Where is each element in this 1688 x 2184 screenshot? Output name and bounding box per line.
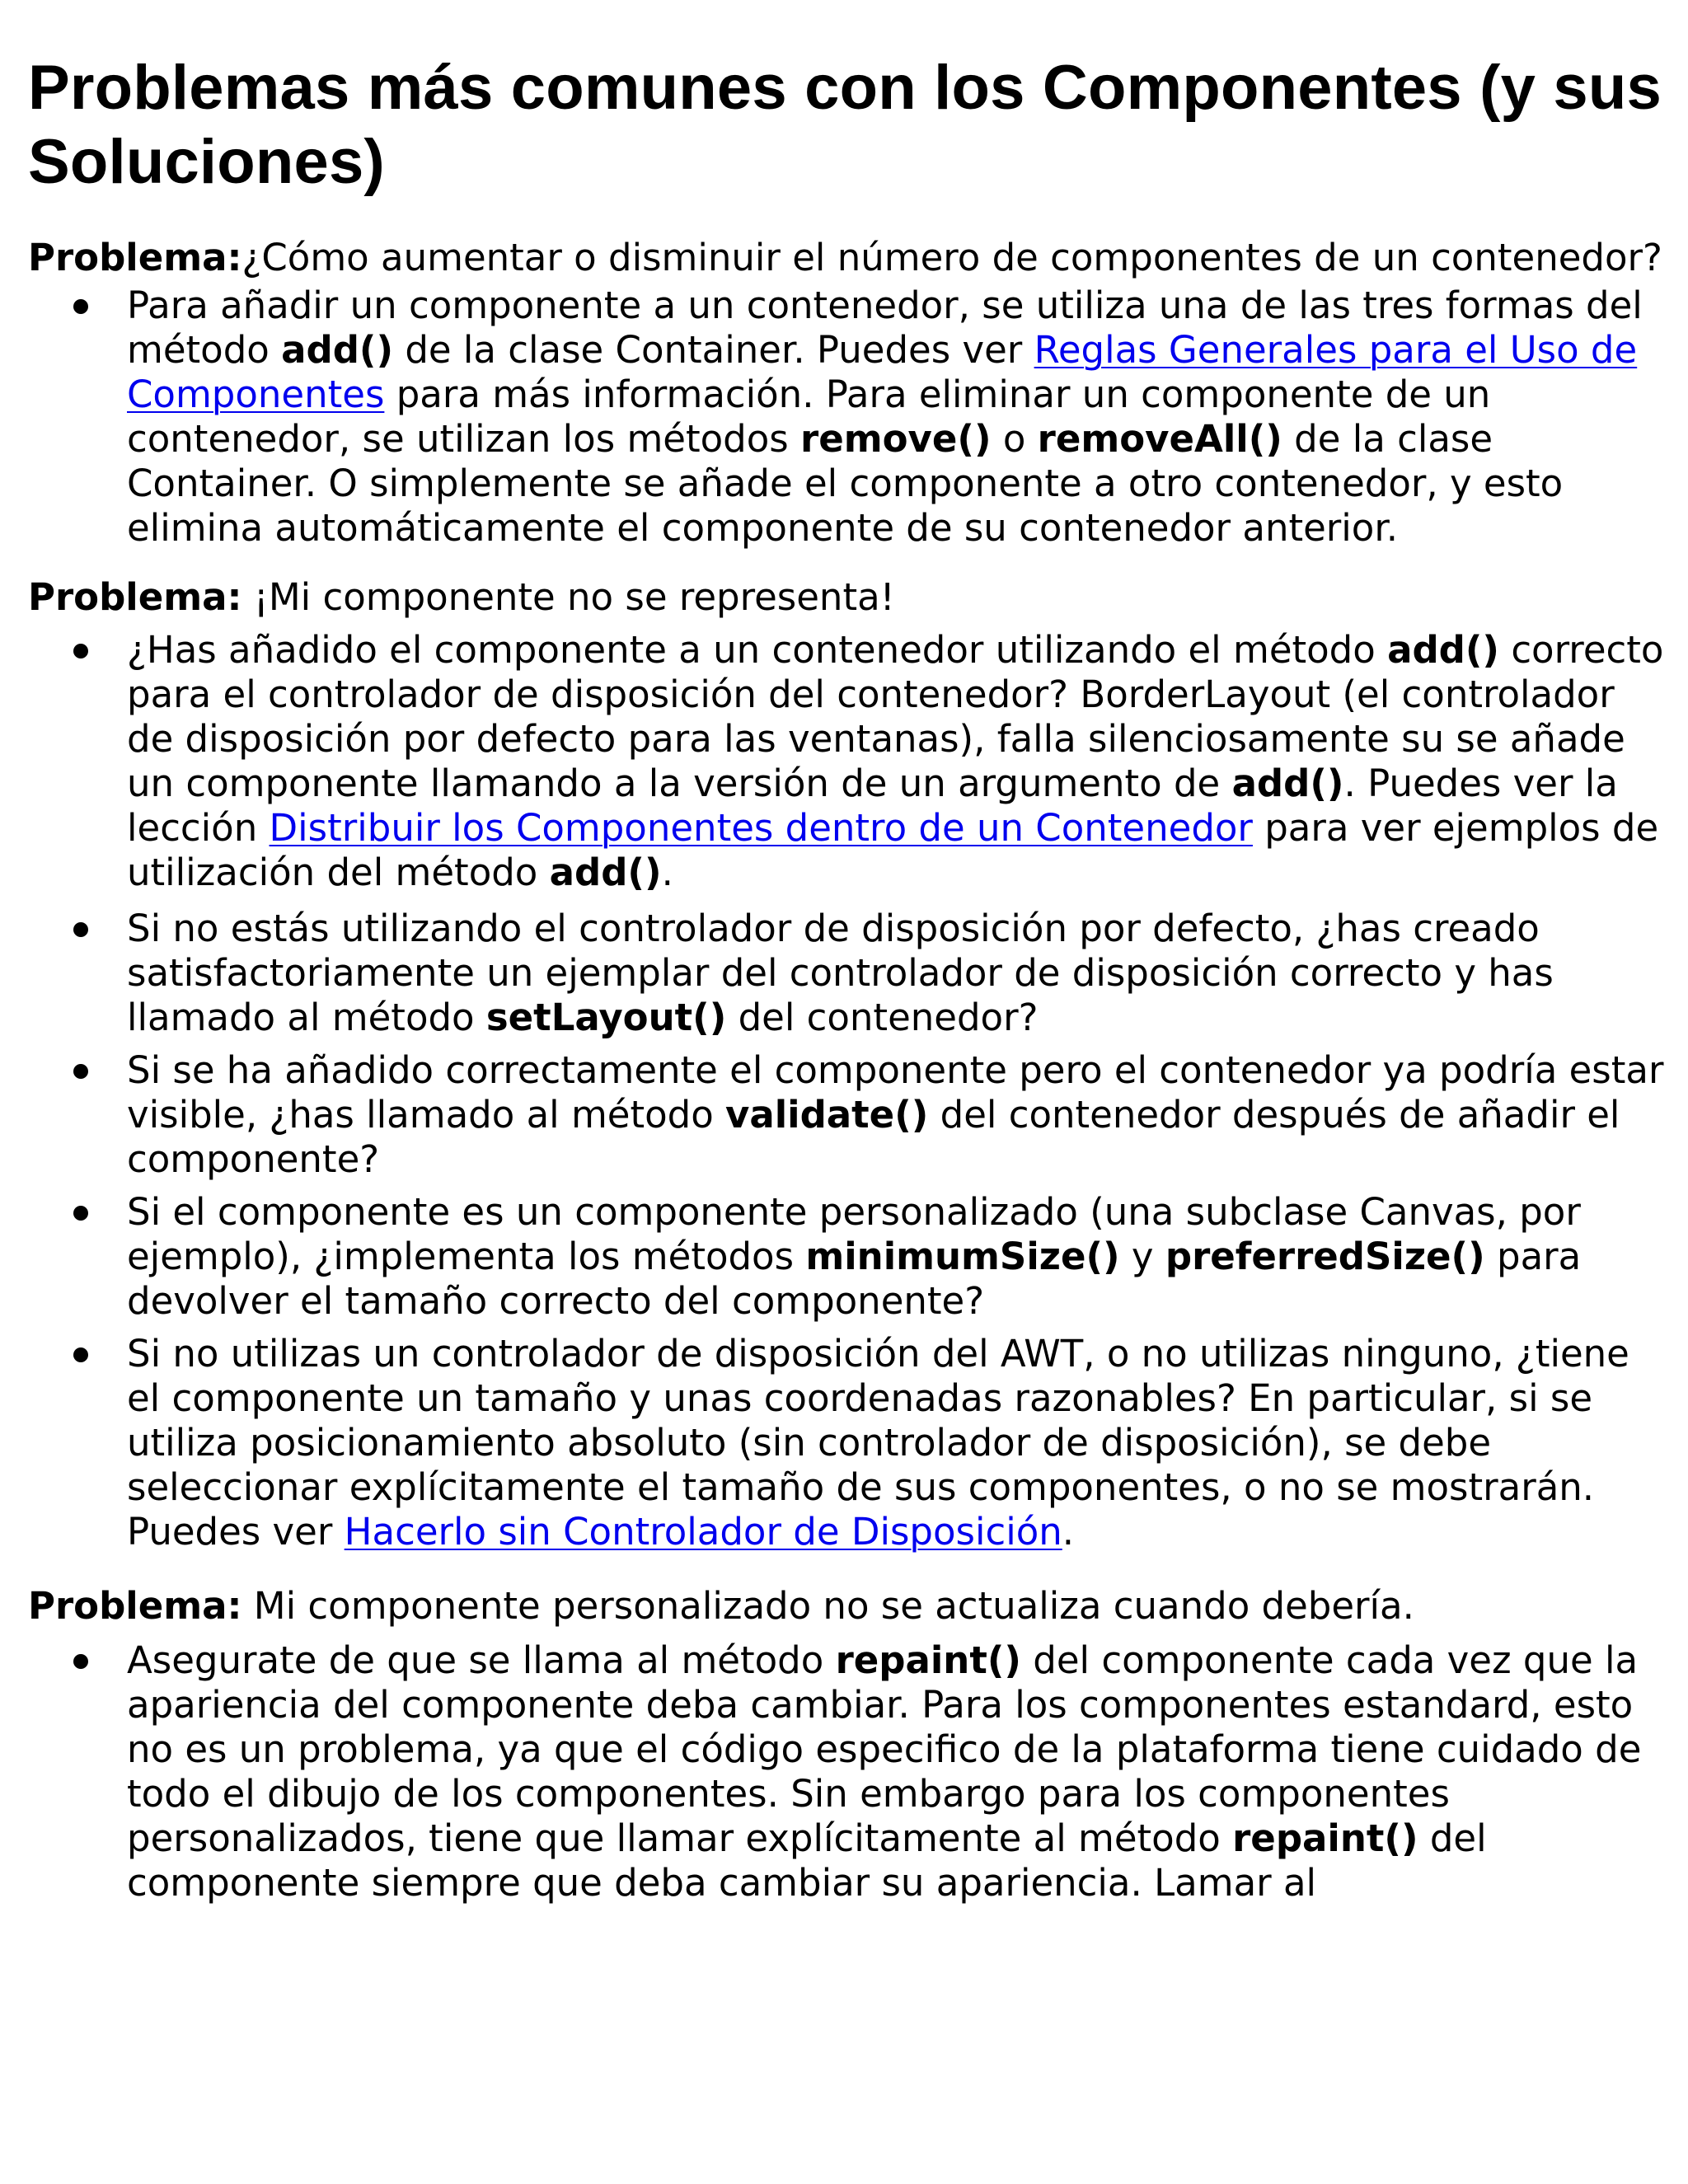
- list-item: [127, 907, 1668, 1040]
- answer-text: . Puedes ver la lección: [127, 762, 1618, 850]
- answer-text: para ver ejemplos de utilización del método: [127, 806, 1659, 894]
- answer-text: Si no estás utilizando el controlador de disposición por defecto, ¿has creado satisfactoriamente un ejemplar del controlador de disposición correcto y has llamado al método: [127, 907, 1554, 1039]
- code-term: add(): [1387, 628, 1500, 672]
- answer-list-3: [28, 1638, 1668, 1905]
- bullet-icon: [73, 922, 88, 937]
- answer-text: ¿Has añadido el componente a un contenedor utilizando el método: [127, 628, 1388, 672]
- code-term: repaint(): [835, 1638, 1021, 1682]
- code-term: minimumSize(): [805, 1235, 1120, 1278]
- problem-3: [28, 1584, 1668, 1629]
- bullet-icon: [73, 1064, 88, 1079]
- code-term: add(): [1231, 762, 1344, 805]
- problem-label: Problema:: [28, 236, 242, 279]
- problem-label: Problema:: [28, 1584, 242, 1628]
- code-term: preferredSize(): [1165, 1235, 1485, 1278]
- answer-list-2: [28, 628, 1668, 1554]
- code-term: removeAll(): [1037, 417, 1282, 461]
- link-reglas-generales[interactable]: Reglas Generales para el Uso de Componentes: [127, 328, 1638, 416]
- answer-text: Asegurate de que se llama al método: [127, 1638, 836, 1682]
- list-item: [127, 1332, 1668, 1554]
- document-page: [28, 0, 1668, 1905]
- list-item: [127, 1048, 1668, 1182]
- list-item: [127, 1190, 1668, 1324]
- answer-text: correcto para el controlador de disposición del contenedor? BorderLayout (el controlador de disposición por defecto para las ventanas), falla silenciosamente su se añade un componente llamando a la versión de un argumento de: [127, 628, 1664, 805]
- answer-text: Si el componente es un componente personalizado (una subclase Canvas, por ejemplo), ¿implementa los métodos: [127, 1190, 1581, 1278]
- list-item: [127, 628, 1668, 895]
- code-term: add(): [549, 851, 662, 894]
- link-hacerlo-sin-controlador[interactable]: Hacerlo sin Controlador de Disposición: [344, 1510, 1062, 1554]
- answer-text: del contenedor después de añadir el componente?: [127, 1093, 1620, 1181]
- answer-text: .: [661, 851, 673, 894]
- bullet-icon: [73, 299, 88, 314]
- problem-question: ¿Cómo aumentar o disminuir el número de componentes de un contenedor?: [241, 236, 1662, 279]
- code-term: validate(): [725, 1093, 929, 1137]
- problem-question: ¡Mi componente no se representa!: [241, 575, 895, 619]
- code-term: remove(): [800, 417, 992, 461]
- problem-1: [28, 236, 1668, 280]
- answer-text: Si no utilizas un controlador de disposición del AWT, o no utilizas ninguno, ¿tiene el componente un tamaño y unas coordenadas razonables? En particular, si se utiliza posicionamiento absoluto (sin controlador de disposición), se debe seleccionar explícitamente el tamaño de sus componentes, o no se mostrarán. Puedes ver: [127, 1332, 1629, 1554]
- bullet-icon: [73, 644, 88, 658]
- answer-list-1: [28, 284, 1668, 551]
- answer-text: o: [991, 417, 1038, 461]
- problem-label: Problema:: [28, 575, 242, 619]
- answer-text: del contenedor?: [726, 996, 1039, 1039]
- answer-text: de la clase Container. Puedes ver: [393, 328, 1034, 372]
- code-term: setLayout(): [485, 996, 727, 1039]
- answer-text: Si se ha añadido correctamente el componente pero el contenedor ya podría estar visible, ¿has llamado al método: [127, 1048, 1664, 1137]
- answer-text: para devolver el tamaño correcto del componente?: [127, 1235, 1582, 1323]
- link-distribuir-componentes[interactable]: Distribuir los Componentes dentro de un Contenedor: [269, 806, 1253, 850]
- code-term: repaint(): [1232, 1816, 1418, 1860]
- answer-text: .: [1062, 1510, 1075, 1554]
- answer-text: para más información. Para eliminar un componente de un contenedor, se utilizan los métodos: [127, 373, 1491, 461]
- answer-text: y: [1119, 1235, 1165, 1278]
- answer-text: de la clase Container. O simplemente se añade el componente a otro contenedor, y esto elimina automáticamente el componente de su contenedor anterior.: [127, 417, 1564, 550]
- code-term: add(): [281, 328, 394, 372]
- bullet-icon: [73, 1654, 88, 1669]
- answer-text: del componente siempre que deba cambiar su apariencia. Lamar al: [127, 1816, 1487, 1905]
- answer-text: del componente cada vez que la apariencia del componente deba cambiar. Para los componentes estandard, esto no es un problema, ya que el código especifico de la plataforma tiene cuidado de todo el dibujo de los componentes. Sin embargo para los componentes personalizados, tiene que llamar explícitamente al método: [127, 1638, 1642, 1860]
- problem-question: Mi componente personalizado no se actualiza cuando debería.: [241, 1584, 1414, 1628]
- bullet-icon: [73, 1206, 88, 1221]
- page-title: Problemas más comunes con los Componentes (y sus Soluciones): [28, 53, 1662, 197]
- bullet-icon: [73, 1347, 88, 1362]
- list-item: [127, 284, 1668, 551]
- answer-text: Para añadir un componente a un contenedor, se utiliza una de las tres formas del método: [127, 284, 1643, 372]
- problem-2: [28, 575, 1668, 620]
- list-item: [127, 1638, 1668, 1905]
